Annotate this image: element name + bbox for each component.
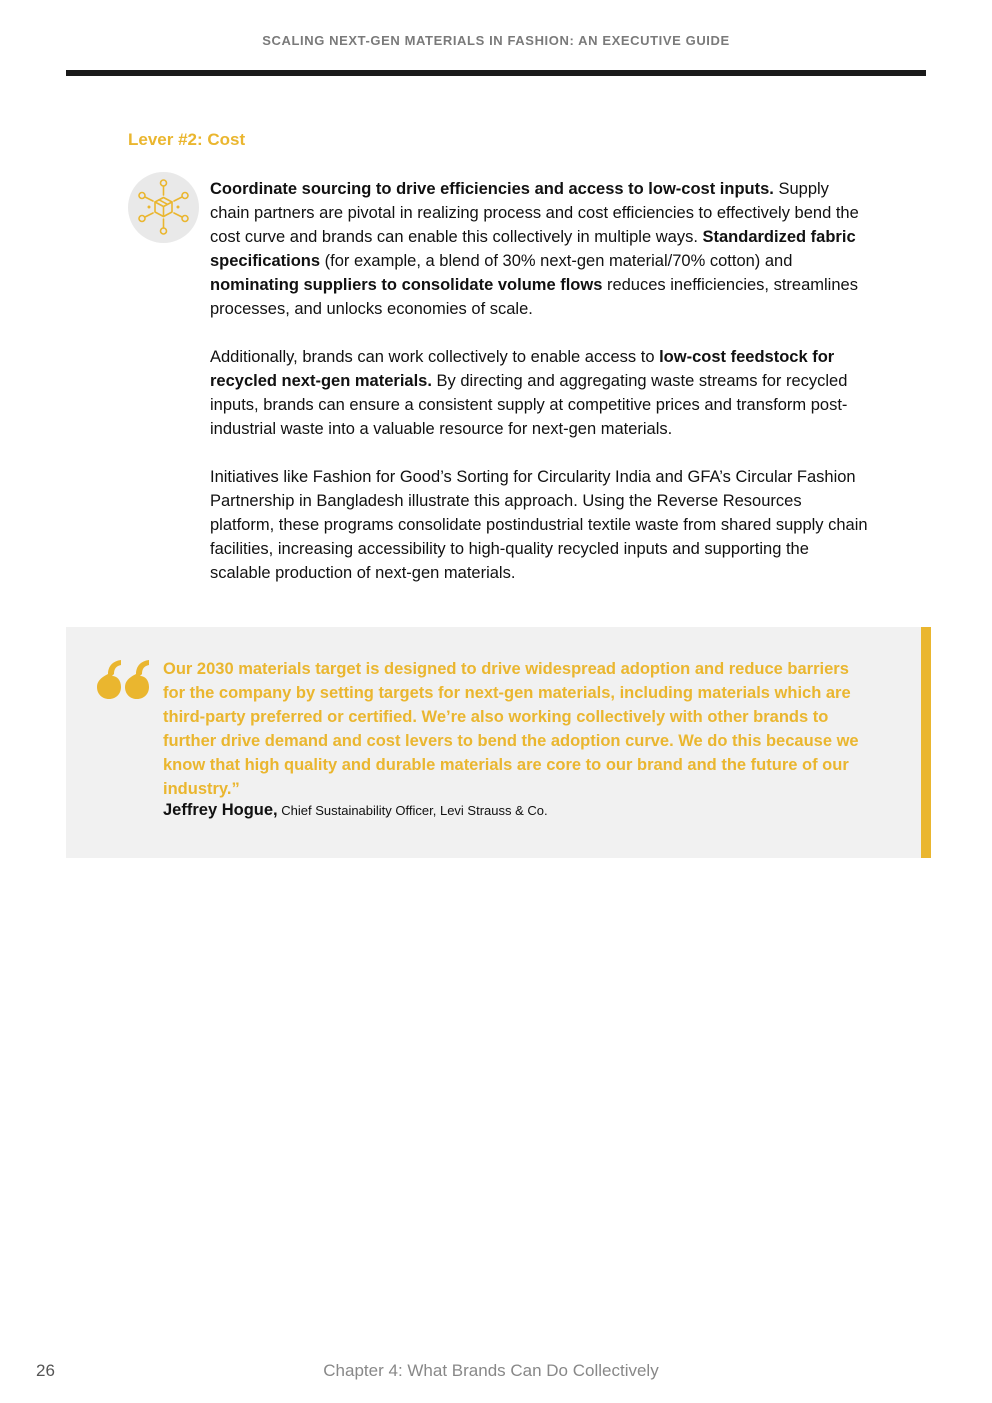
quote-mark-icon: [96, 658, 152, 705]
quote-author-name: Jeffrey Hogue,: [163, 801, 278, 819]
header-rule: [66, 70, 926, 76]
paragraph-lead: Coordinate sourcing to drive efficiencies and access to low-cost inputs.: [210, 180, 774, 198]
page-number: 26: [36, 1361, 55, 1380]
quote-text: Our 2030 materials target is designed to drive widespread adoption and reduce barriers for the company by setting targets for next-gen materials, including materials which are third-party preferred or certified. We’re also working collectively with other brands to further drive demand and cost levers to bend the adoption curve. We do this because we know that high quality and durable materials are core to our brand and the future of our industry.”: [163, 660, 859, 798]
running-header: SCALING NEXT-GEN MATERIALS IN FASHION: AN EXECUTIVE GUIDE: [262, 33, 730, 48]
quote-attribution: [163, 801, 868, 820]
paragraph-feedstock: Additionally, brands can work collectively to enable access to low-cost feedstock for recycled next-gen materials. By directing and aggregating waste streams for recycled inputs, brands can ensure a consistent supply at competitive prices and transform post-industrial waste into a valuable resource for next-gen materials.: [210, 348, 848, 438]
paragraph-initiatives: Initiatives like Fashion for Good’s Sorting for Circularity India and GFA’s Circular Fashion Partnership in Bangladesh illustrate this approach. Using the Reverse Resources platform, these programs consolidate postindustrial textile waste from shared supply chain facilities, increasing accessibility to high-quality recycled inputs and supporting the scalable production of next-gen materials.: [210, 468, 868, 582]
quote-accent-bar: [921, 627, 931, 858]
section-heading: Lever #2: Cost: [128, 130, 246, 149]
paragraph-sourcing: Coordinate sourcing to drive efficiencies and access to low-cost inputs. Supply chain partners are pivotal in realizing process and cost efficiencies to effectively bend the cost curve and brands can enable this collectively in multiple ways. Standardized fabric specifications (for example, a blend of 30% next-gen material/70% cotton) and nominating suppliers to consolidate volume flows reduces inefficiencies, streamlines processes, and unlocks economies of scale.: [210, 180, 859, 318]
body-text: [210, 177, 870, 609]
footer-chapter: Chapter 4: What Brands Can Do Collectively: [323, 1361, 659, 1380]
supply-network-box-icon: [128, 172, 199, 243]
quote-author-title: Chief Sustainability Officer, Levi Strauss & Co.: [277, 803, 548, 818]
